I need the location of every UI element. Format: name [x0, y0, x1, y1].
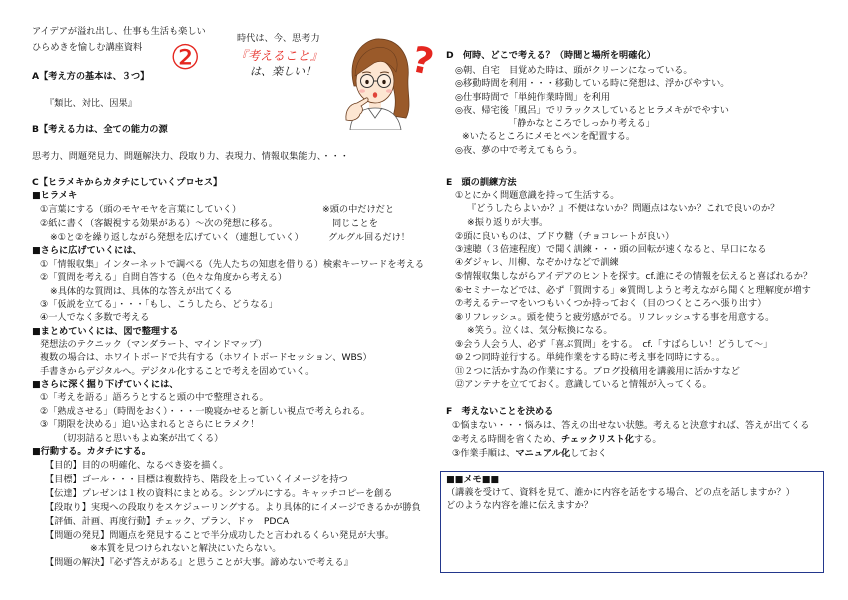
list-item: ②頭に良いものは、ブドウ糖（チョコレートが良い） [455, 231, 675, 242]
list-item: ②「熟成させる」（時間をおく）・・・一晩寝かせると新しい視点で考えられる。 [40, 406, 370, 417]
right-column [438, 0, 848, 600]
list-item-text: しておく [570, 448, 607, 459]
list-item-emphasis: マニュアル化 [515, 448, 571, 459]
memo-title: ■■メモ■■ [446, 474, 500, 485]
list-item: ①「情報収集」インターネットで調べる（先人たちの知恵を借りる）検索キーワードを考える [40, 259, 425, 270]
list-note: ※①と②を繰り返しながら発想を広げていく（連想していく） [50, 232, 304, 243]
list-note: ※いたるところにメモとペンを配置する。 [462, 131, 636, 142]
list-item-text: ②考える時間を省くため、 [452, 434, 561, 445]
list-item [452, 434, 662, 446]
subsection-title: ■さらに広げていくには、 [32, 245, 142, 256]
list-item: ②紙に書く（客観視する効果がある）～次の発想に移る。 [40, 218, 278, 229]
memo-prompt: どのような内容を誰に伝えますか？ [446, 500, 593, 511]
slogan-highlight: 『考えること』 [235, 48, 323, 63]
section-f-heading: F 考えないことを決める [446, 406, 554, 417]
list-item: ⑦考えるテーマをいつもいくつか持っておく（目のつくところへ張り出す） [455, 298, 767, 309]
list-item: 【段取り】実現への段取りをスケジューリングする。より具体的にイメージできるかが勝負 [45, 502, 421, 513]
list-item: ⑤情報収集しながらアイデアのヒントを探す。cf.誰にその情報を伝えると喜ばれるか？ [455, 271, 813, 282]
section-b-text: 思考力、問題発見力、問題解決力、段取り力、表現力、情報収集能力、・・・ [32, 151, 349, 162]
list-item: ④ダジャレ、川柳、なぞかけなどで訓練 [455, 257, 619, 268]
section-c-heading: C【ヒラメキからカタチにしていくプロセス】 [32, 177, 223, 188]
side-note: 同じことを [332, 218, 378, 229]
list-item: 複数の場合は、ホワイトボードで共有する（ホワイトボードセッション、WBS） [40, 352, 372, 363]
page-number: ② [170, 38, 201, 78]
subsection-title: ■まとめていくには、図で整理する [32, 326, 179, 337]
list-item: 【問題の発見】問題点を発見することで半分成功したと言われるくらい発見が大事。 [45, 530, 395, 541]
list-item: ◎仕事時間で「単純作業時間」を利用 [455, 92, 611, 103]
list-item: ①悩まない・・・悩みは、答えの出せない状態。考えると決意すれば、答えが出てくる [452, 420, 810, 431]
list-item: ①とにかく問題意識を持って生活する。 [455, 190, 620, 201]
subtitle-line: ひらめきを愉しむ講座資料 [32, 42, 143, 53]
list-item: 【目標】ゴール・・・目標は複数持ち、階段を上っていくイメージを持つ [45, 474, 348, 485]
memo-box [440, 471, 824, 573]
list-item: ①言葉にする（頭のモヤモヤを言葉にしていく） [40, 204, 242, 215]
slogan-line: は、楽しい！ [250, 65, 316, 78]
list-item: ⑧リフレッシュ。頭を使うと疲労感がでる。リフレッシュする事を用意する。 [455, 312, 775, 323]
list-item: ①「考えを語る」語ろうとすると頭の中で整理される。 [40, 392, 269, 403]
list-item: 【伝達】プレゼンは１枚の資料にまとめる。シンプルにする。キャッチコピーを創る [45, 488, 393, 499]
subsection-title: ■ヒラメキ [32, 190, 78, 201]
list-item: ③速聴（３倍速程度）で聞く訓練・・・頭の回転が速くなると、早口になる [455, 244, 767, 255]
list-item: ◎夜、夢の中で考えてもらう。 [455, 145, 583, 156]
list-item: ⑩２つ同時並行する。単純作業をする時に考え事を同時にする。。 [455, 352, 726, 363]
list-item: ◎朝、自宅 目覚めた時は、頭がクリーンになっている。 [455, 65, 693, 76]
side-note: ※頭の中だけだと [322, 204, 395, 215]
list-item-emphasis: チェックリスト化 [560, 434, 634, 445]
list-note: ※本質を見つけられないと解決にいたらない。 [90, 543, 282, 554]
list-item: ④一人でなく多数で考える [40, 312, 150, 323]
list-item: ②「質問を考える」自問自答する（色々な角度から考える） [40, 272, 288, 283]
list-note: 「静かなところでしっかり考える」 [508, 118, 655, 129]
list-item: ③「期限を決める」追い込まれるとさらにヒラメク！ [40, 419, 260, 430]
list-note: ※振り返りが大事。 [467, 217, 549, 228]
list-item-text: ③作業手順は、 [452, 448, 516, 459]
list-item: ③「仮説を立てる」・・・「もし、こうしたら、どうなる」 [40, 299, 278, 310]
list-note: ※具体的な質問は、具体的な答えが出てくる [50, 286, 233, 297]
list-item: ◎夜、帰宅後「風呂」でリラックスしているとヒラメキがでやすい [455, 105, 729, 116]
list-item: ⑥セミナーなどでは、必ず「質問する」※質問しようと考えながら聞くと理解度が増す [455, 285, 811, 296]
list-item-text: する。 [633, 434, 662, 445]
list-item [452, 448, 607, 460]
slogan-line: 時代は、今、思考力 [237, 33, 320, 44]
list-item: 【評価、計画、再度行動】チェック、プラン、ドゥ PDCA [45, 516, 290, 527]
list-note: 『どうしたらよいか？』不便はないか？問題点はないか？これで良いのか？ [467, 203, 780, 214]
list-item: ⑨会う人会う人、必ず「喜ぶ質問」をする。 cf.「すばらしい！どうして～」 [455, 339, 773, 350]
side-note: グルグル回るだけ！ [328, 232, 410, 243]
section-a-heading: A【考え方の基本は、３つ】 [32, 71, 150, 82]
subsection-title: ■行動する。カタチにする。 [32, 446, 151, 457]
question-mark-icon: ? [408, 39, 438, 84]
memo-prompt: （講義を受けて、資料を見て、誰かに内容を話をする場合、どの点を話しますか？） [446, 487, 795, 498]
section-a-text: 『類比、対比、因果』 [45, 98, 137, 109]
list-note: （切羽詰ると思いもよぬ案が出てくる） [58, 433, 224, 444]
subtitle-line: アイデアが溢れ出し、仕事も生活も楽しい [32, 26, 206, 37]
list-item: ⑫アンテナを立てておく。意識していると情報が入ってくる。 [455, 379, 712, 390]
list-item: 【問題の解決】『必ず答えがある』と思うことが大事。諦めないで考える』 [45, 557, 353, 568]
list-item: ⑪２つに活かす為の作業にする。ブログ投稿用を講義用に活かすなど [455, 366, 740, 377]
list-item: ◎移動時間を利用・・・移動している時に発想は、浮かびやすい。 [455, 78, 730, 89]
subsection-title: ■さらに深く掘り下げていくには、 [32, 379, 179, 390]
section-d-heading: D 何時、どこで考える？（時間と場所を明確化） [446, 50, 656, 61]
section-b-heading: B【考える力は、全ての能力の源 [32, 124, 168, 135]
section-e-heading: E 頭の訓練方法 [446, 177, 517, 188]
list-note: ※笑う。泣くは、気分転換になる。 [467, 325, 613, 336]
list-item: 【目的】目的の明確化、なるべき姿を描く。 [45, 460, 229, 471]
list-item: 手書きからデジタルへ。デジタル化することで考えを固めていく。 [40, 366, 315, 377]
list-item: 発想法のテクニック（マンダラート、マインドマップ） [40, 339, 268, 350]
